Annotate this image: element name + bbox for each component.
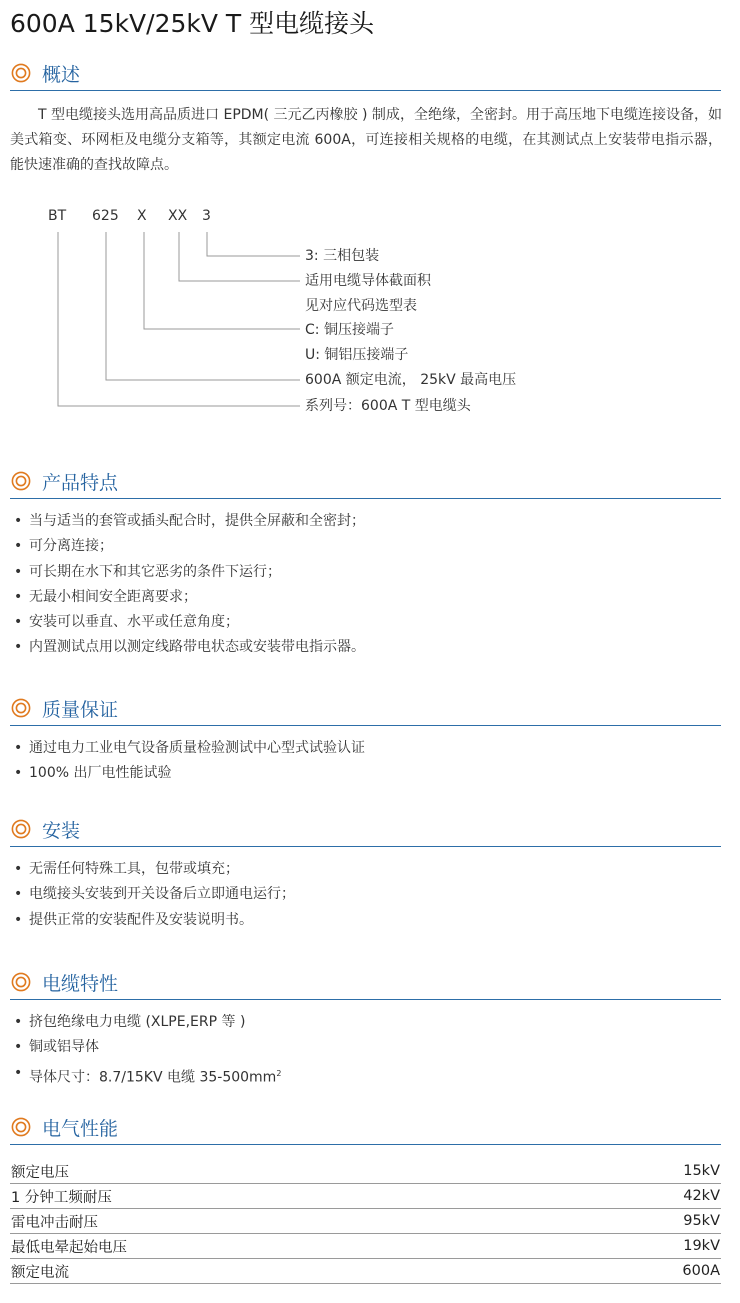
- leader-line-rating: [106, 232, 300, 380]
- section-header: [10, 464, 721, 499]
- code-part-size: XX: [168, 208, 188, 224]
- section-electrical: [10, 1110, 721, 1145]
- list-item: • 无需任何特殊工具，包带或填充；: [14, 861, 239, 877]
- list-item: • 通过电力工业电气设备质量检验测试中心型式试验认证: [14, 740, 365, 756]
- code-label: 3: 三相包装: [305, 248, 380, 264]
- section-title: 产品特点: [42, 471, 119, 494]
- section-cable: [10, 965, 721, 1000]
- section-title: 电气性能: [42, 1117, 119, 1140]
- electrical-spec-table: [10, 1159, 721, 1284]
- table-row: [10, 1209, 721, 1234]
- code-label: C: 铜压接端子: [305, 322, 394, 338]
- section-title: 安装: [42, 819, 81, 842]
- code-label: U: 铜铝压接端子: [305, 347, 409, 363]
- leader-line-pack: [207, 232, 300, 256]
- install-list: [10, 857, 721, 933]
- section-title: 概述: [42, 63, 81, 86]
- spec-label: 额定电压: [10, 1159, 542, 1184]
- table-row: [10, 1259, 721, 1284]
- section-header: [10, 965, 721, 1000]
- list-item: • 提供正常的安装配件及安装说明书。: [14, 911, 253, 928]
- double-circle-icon: [11, 819, 31, 839]
- list-item: • 挤包绝缘电力电缆 (XLPE,ERP 等 ): [14, 1014, 246, 1030]
- section-quality: [10, 691, 721, 726]
- spec-label: 最低电晕起始电压: [10, 1234, 542, 1259]
- page-title: 600A 15kV/25kV T 型电缆接头: [10, 9, 375, 38]
- section-features: [10, 464, 721, 499]
- list-item: • 可分离连接；: [14, 538, 113, 555]
- double-circle-icon: [11, 698, 31, 718]
- list-item: • 无最小相间安全距离要求；: [14, 588, 197, 605]
- list-item: • 安装可以垂直、水平或任意角度；: [14, 614, 239, 631]
- spec-value: 19kV: [542, 1234, 721, 1259]
- double-circle-icon: [11, 471, 31, 491]
- spec-value: 95kV: [542, 1209, 721, 1234]
- section-header: [10, 1110, 721, 1145]
- code-part-pack: 3: [202, 208, 211, 224]
- spec-label: 雷电冲击耐压: [10, 1209, 542, 1234]
- double-circle-icon: [11, 972, 31, 992]
- cable-list: [10, 1010, 721, 1091]
- table-row: [10, 1184, 721, 1209]
- table-row: [10, 1234, 721, 1259]
- list-item: • 铜或铝导体: [14, 1039, 99, 1056]
- code-part-terminal: X: [137, 208, 147, 224]
- list-item: • 导体尺寸：8.7/15KV 电缆 $35-500mm^2$: [14, 1064, 282, 1086]
- code-label: 见对应代码选型表: [305, 298, 417, 314]
- section-title: 电缆特性: [42, 972, 119, 995]
- spec-value: 15kV: [542, 1159, 721, 1184]
- spec-value: 600A: [542, 1259, 721, 1284]
- spec-label: 额定电流: [10, 1259, 542, 1284]
- table-row: [10, 1159, 721, 1184]
- section-header: [10, 691, 721, 726]
- quality-list: [10, 736, 721, 787]
- overview-text: T 型电缆接头选用高品质进口 EPDM( 三元乙丙橡胶 ) 制成，全绝缘，全密封。用于高压地下电缆连接设备，如美式箱变、环网柜及电缆分支箱等，其额定电流 600A，可连接相关规格的电缆，在其测试点上安装带电指示器，能快速准确的查找故障点。: [10, 107, 722, 173]
- list-item: • 当与适当的套管或插头配合时，提供全屏蔽和全密封；: [14, 513, 365, 529]
- section-install: [10, 812, 721, 847]
- section-header: [10, 812, 721, 847]
- code-label: 600A 额定电流， 25kV 最高电压: [305, 372, 517, 388]
- double-circle-icon: [11, 1117, 31, 1137]
- list-item: • 100% 出厂电性能试验: [14, 765, 172, 782]
- code-label: 系列号：600A T 型电缆头: [305, 398, 471, 414]
- code-label: 适用电缆导体截面积: [305, 273, 431, 289]
- section-title: 质量保证: [42, 698, 119, 721]
- features-list: [10, 509, 721, 661]
- code-part-rating: 625: [92, 208, 119, 224]
- list-item: • 内置测试点用以测定线路带电状态或安装带电指示器。: [14, 639, 365, 656]
- superscript: 2: [276, 1068, 282, 1078]
- spec-value: 42kV: [542, 1184, 721, 1209]
- list-item: • 可长期在水下和其它恶劣的条件下运行；: [14, 563, 281, 580]
- spec-label: 1 分钟工频耐压: [10, 1184, 542, 1209]
- list-item: • 电缆接头安装到开关设备后立即通电运行；: [14, 886, 295, 903]
- code-part-series: BT: [48, 208, 67, 224]
